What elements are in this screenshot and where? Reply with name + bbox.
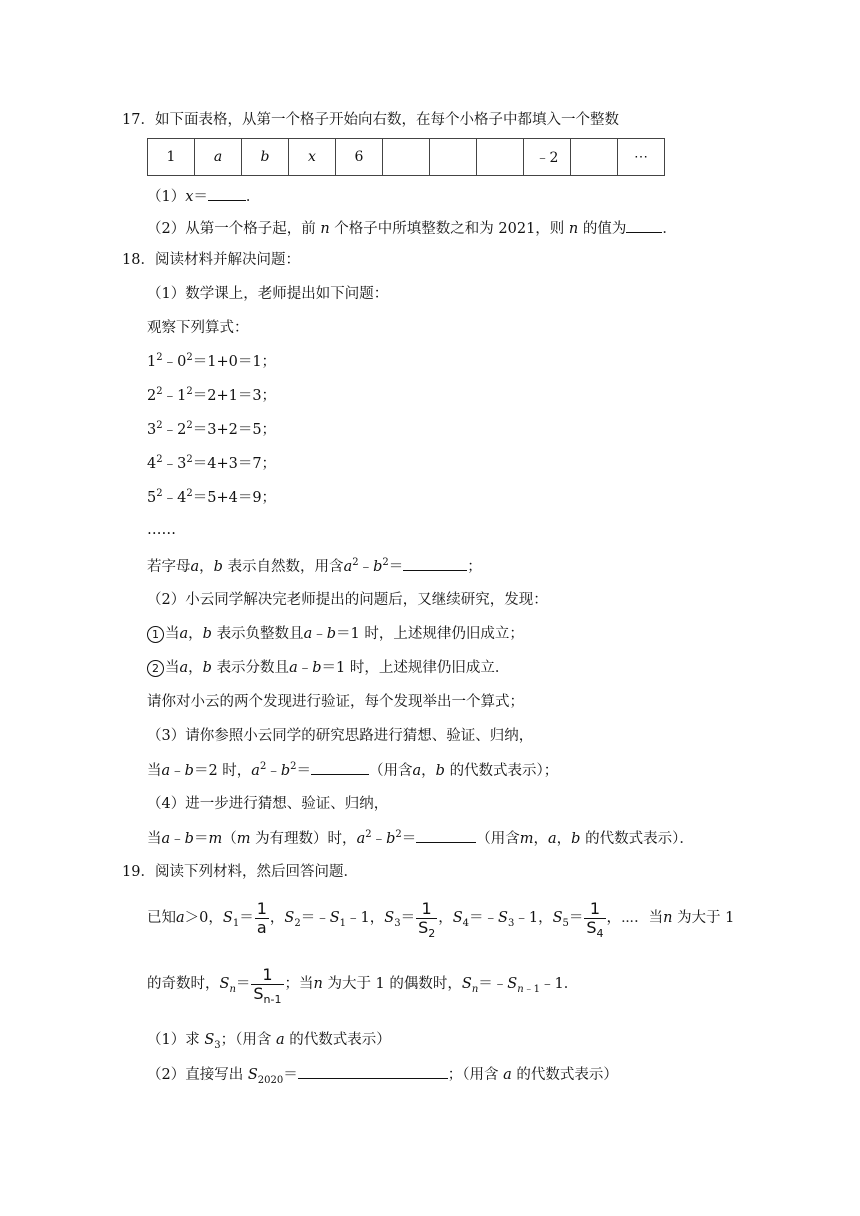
q18-p2: （2）小云同学解决完老师提出的问题后，又继续研究，发现： [147, 592, 548, 608]
q18-eq: $4^2﹣3^2=4+3=7$； [147, 454, 277, 472]
grid-cell: ﹣2 [524, 139, 571, 176]
q18-p3: （3）请你参照小云同学的研究思路进行猜想、验证、归纳， [147, 728, 534, 744]
answer-blank[interactable] [416, 828, 476, 843]
q17-part1: （1）x＝ ． [147, 186, 260, 207]
grid-cell: a [195, 139, 242, 176]
q17-stem-line [122, 110, 619, 130]
q19-p2: （2）直接写出 $S_{2020}=$ ；（用含 a 的代数式表示） [147, 1064, 618, 1085]
q18-finding2: 2 当a，b 表示分数且a﹣b＝1 时，上述规律仍旧成立． [147, 658, 509, 678]
grid-cell: b [242, 139, 289, 176]
q19-number: 19． [122, 864, 155, 880]
fraction-1-over-a: $\frac{1}{a}$ [256, 898, 267, 937]
grid-cell [430, 139, 477, 176]
answer-blank[interactable] [403, 556, 467, 571]
q18-stem-line [122, 250, 300, 270]
q18-ask: 若字母a，b 表示自然数，用含$a^2﹣b^2=$ ； [147, 557, 482, 575]
q18-verify: 请你对小云的两个发现进行验证，每个发现举出一个算式； [147, 694, 524, 710]
grid-cell [477, 139, 524, 176]
grid-cell: ⋯ [618, 139, 665, 176]
grid-cell: 6 [336, 139, 383, 176]
q18-eq: $1^2﹣0^2=1+0=1$； [147, 352, 277, 370]
q17-number: 17． [122, 112, 155, 128]
grid-cell [571, 139, 618, 176]
circled-number-2: 2 [147, 660, 164, 677]
answer-blank[interactable] [208, 186, 246, 201]
q17-stem: 如下面表格，从第一个格子开始向右数，在每个小格子中都填入一个整数 [154, 112, 619, 128]
fraction-1-over-s4: $\frac{1}{S_4}$ [586, 898, 604, 940]
q18-ellipsis: …… [147, 522, 176, 538]
answer-blank[interactable] [311, 760, 369, 775]
q18-eq: $3^2﹣2^2=3+2=5$； [147, 420, 277, 438]
q18-finding1: 1 当a，b 表示负整数且a﹣b＝1 时，上述规律仍旧成立； [147, 624, 524, 644]
q19-line2: 的奇数时，$S_n=$ $\frac{1}{S_{n-1}}$ ；当n 为大于 1 的偶数时，$S_n=﹣S_{n﹣1}﹣1$． [147, 964, 579, 1006]
q18-eq: $2^2﹣1^2=2+1=3$； [147, 386, 277, 404]
q17-number-grid [147, 138, 665, 176]
q18-observe: 观察下列算式： [147, 320, 249, 336]
q17-part2: （2）从第一个格子起，前 n 个格子中所填整数之和为 2021，则 n 的值为 ． [147, 218, 677, 239]
fraction-1-over-sn-1: $\frac{1}{S_{n-1}}$ [253, 964, 282, 1006]
q18-number: 18． [122, 252, 155, 268]
grid-cell: 1 [148, 139, 195, 176]
q18-p4-line: 当a﹣b＝m（m 为有理数）时，$a^2﹣b^2=$ （用含m，a，b 的代数式表示）． [147, 829, 694, 847]
grid-cell [383, 139, 430, 176]
answer-blank[interactable] [298, 1064, 448, 1079]
fraction-1-over-s2: $\frac{1}{S_2}$ [418, 898, 436, 940]
circled-number-1: 1 [147, 626, 164, 643]
q19-stem-line [122, 862, 358, 882]
q18-stem: 阅读材料并解决问题： [154, 252, 300, 268]
grid-cell: x [289, 139, 336, 176]
answer-blank[interactable] [626, 218, 662, 233]
q18-p1: （1）数学课上，老师提出如下问题： [147, 286, 389, 302]
q19-line1: 已知a＞0，$S_1=$ $\frac{1}{a}$ ，$S_2=﹣S_1﹣1$，$S_3=$ $\frac{1}{S_2}$ ，$S_4=﹣S_3﹣1$，$S_5=$ $\frac{1}{S_4}$ ，⋯．当n 为大于 1 [147, 898, 735, 940]
q19-p1: （1）求 $S_3$；（用含 a 的代数式表示） [147, 1032, 391, 1051]
q18-p4: （4）进一步进行猜想、验证、归纳， [147, 796, 389, 812]
q18-p3-line: 当a﹣b＝2 时，$a^2﹣b^2=$ （用含a，b 的代数式表示）； [147, 761, 559, 779]
q18-eq: $5^2﹣4^2=5+4=9$； [147, 488, 277, 506]
q19-stem: 阅读下列材料，然后回答问题． [154, 864, 358, 880]
